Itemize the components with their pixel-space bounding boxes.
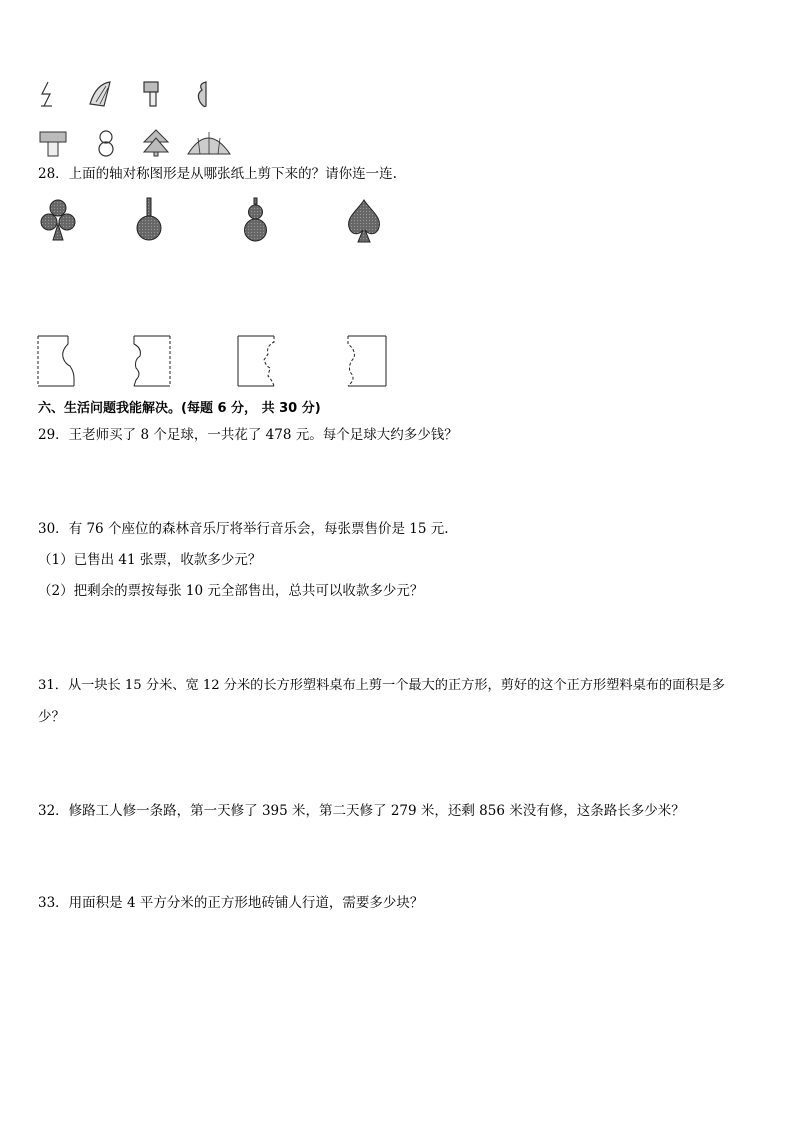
top-whole-figures [38,128,258,158]
lightning-half-icon [41,82,52,106]
umbrella-half-icon [90,82,110,106]
paper-cut-4 [348,336,386,386]
mushroom-half-icon [144,82,158,106]
shapes-svg [38,198,398,246]
paper-cut-1 [38,336,74,386]
papers-svg [36,334,396,388]
q30-sub1: （1）已售出 41 张票，收款多少元？ [38,552,262,568]
gourd-icon [245,198,267,241]
half-figures-svg [38,78,238,114]
tree-triangle-icon [144,130,168,156]
top-half-figures [38,78,238,114]
pan-icon [137,198,161,240]
q29-text: 29．王老师买了 8 个足球，一共花了 478 元。每个足球大约多少钱？ [38,427,458,443]
q28-shapes [38,198,398,246]
paper-cut-3 [238,336,274,386]
q30-sub2: （2）把剩余的票按每张 10 元全部售出，总共可以收款多少元？ [38,583,424,599]
umbrella-icon [188,132,230,154]
q28-text: 28．上面的轴对称图形是从哪张纸上剪下来的？请你连一连. [38,166,397,182]
q31-line2: 少？ [38,709,65,725]
section-title: 六、生活问题我能解决。(每题 6 分， 共 30 分) [38,401,321,416]
paper-cut-2 [134,336,170,386]
q28-papers [36,334,396,388]
q33-text: 33．用面积是 4 平方分米的正方形地砖铺人行道，需要多少块？ [38,895,424,911]
mushroom-icon [40,132,66,156]
gourd-half-icon [198,82,206,107]
whole-figures-svg [38,128,258,158]
q31-line1: 31．从一块长 15 分米、宽 12 分米的长方形塑料桌布上剪一个最大的正方形，剪好的这个正方形塑料桌布的面积是多 [38,678,725,693]
club-icon [41,200,75,240]
q30-text: 30．有 76 个座位的森林音乐厅将举行音乐会，每张票售价是 15 元. [38,521,449,537]
gourd-outline-icon [99,131,113,156]
spade-icon [349,200,380,242]
q32-text: 32．修路工人修一条路，第一天修了 395 米，第二天修了 279 米，还剩 856 米没有修，这条路长多少米？ [38,803,685,819]
